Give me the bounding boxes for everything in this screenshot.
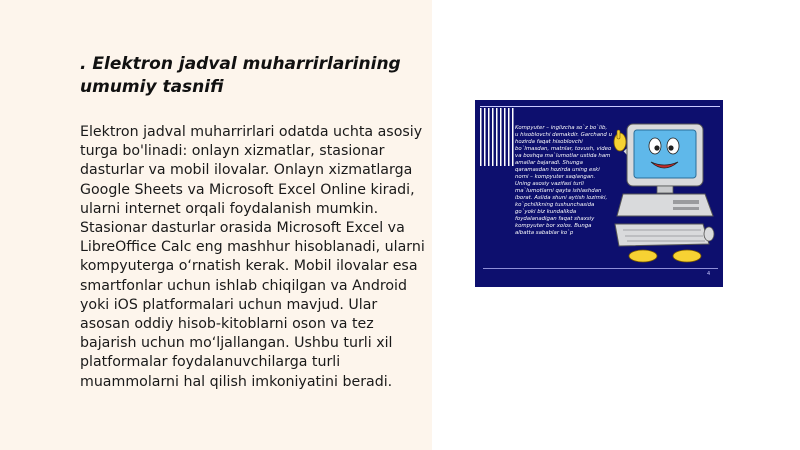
computer-illustration-figure bbox=[475, 100, 723, 287]
monitor-screen bbox=[634, 130, 696, 178]
keyboard bbox=[615, 224, 709, 246]
figure-caption-text: Kompyuter – inglizcha so`z bo`lib, u hisoblovchi demakdir. Garchand u hozirda faqat hisoblovchi bo`lmasdan, matnlar, tovush, video va boshqa ma`lumotlar ustida ham amallar bajaradi. Shunga qaramasdan hozirda uning eski nomi – kompyuter saqlangan. Uning asosiy vazifasi turli ma`lumotlarni qayta ishlashdan iborat. Aslida shuni aytish lozimki, ko`pchilikning tushunchasida go`yoki biz kundalikda foydalanadigan faqat shaxsiy kompyuter bor xolos. Bunga albatta sabablar ko`p bbox=[515, 125, 612, 236]
figure-bottom-line bbox=[483, 268, 718, 269]
cartoon-computer-icon bbox=[613, 120, 717, 266]
figure-page-number: 4 bbox=[707, 271, 711, 277]
system-unit bbox=[617, 194, 713, 216]
figure-hatch-decoration bbox=[480, 108, 514, 166]
figure-top-line bbox=[480, 106, 720, 107]
slide-body-text: Elektron jadval muharrirlari odatda uchta asosiy turga bo'linadi: onlayn xizmatlar, stasionar dasturlar va mobil ilovalar. Onlayn xizmatlarga Google Sheets va Microsoft Excel Online kiradi, ularni internet orqali foydalanish mumkin. Stasionar dasturlar orasida Microsoft Excel va LibreOffice Calc eng mashhur hisoblanadi, ularni kompyuterga o‘rnatish kerak. Mobil ilovalar esa smartfonlar uchun ishlab chiqilgan va Android yoki iOS platformalari uchun mavjud. Ular asosan oddiy hisob-kitoblarni oson va tez bajarish uchun mo‘ljallangan. Ushbu turli xil platformalar foydalanuvchilarga turli muammolarni hal qilish imkoniyatini beradi. bbox=[80, 124, 425, 390]
mouse bbox=[704, 227, 714, 241]
slide-title: . Elektron jadval muharrirlarining umumiy tasnifi bbox=[80, 54, 401, 97]
